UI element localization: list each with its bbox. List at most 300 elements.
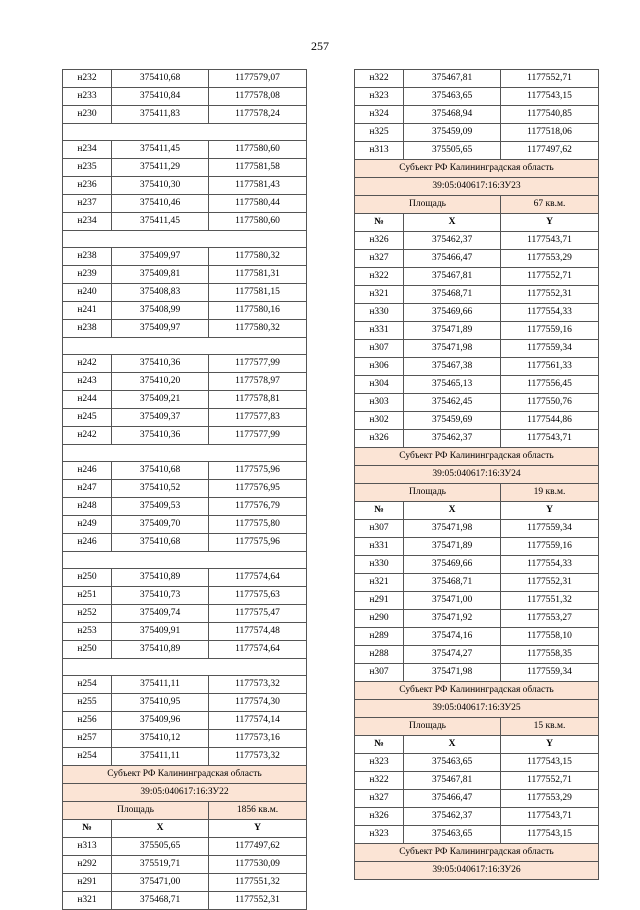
y-coordinate-cell: 1177553,29 <box>501 790 599 808</box>
point-id-cell: н323 <box>355 826 404 844</box>
table-row <box>355 250 599 268</box>
table-row <box>355 268 599 286</box>
table-row <box>355 232 599 250</box>
table-row <box>63 248 307 266</box>
point-id-cell: н313 <box>355 142 404 160</box>
y-coordinate-cell: 1177543,71 <box>501 808 599 826</box>
x-coordinate-cell: 375471,98 <box>404 520 501 538</box>
point-id-cell: н291 <box>63 874 112 892</box>
x-coordinate-cell: 375519,71 <box>112 856 209 874</box>
y-coordinate-cell: 1177554,33 <box>501 556 599 574</box>
x-coordinate-cell: 375465,13 <box>404 376 501 394</box>
spacer-cell <box>63 231 307 248</box>
spacer-row <box>63 124 307 141</box>
point-id-cell: н331 <box>355 538 404 556</box>
y-coordinate-cell: 1177581,15 <box>209 284 307 302</box>
y-coordinate-cell: 1177580,60 <box>209 213 307 231</box>
y-coordinate-cell: 1177543,15 <box>501 754 599 772</box>
spacer-cell <box>63 659 307 676</box>
point-id-cell: н288 <box>355 646 404 664</box>
table-row <box>63 641 307 659</box>
point-id-cell: н246 <box>63 462 112 480</box>
x-coordinate-cell: 375469,66 <box>404 556 501 574</box>
y-coordinate-cell: 1177530,09 <box>209 856 307 874</box>
x-coordinate-cell: 375410,12 <box>112 730 209 748</box>
point-id-cell: н330 <box>355 556 404 574</box>
y-coordinate-cell: 1177573,16 <box>209 730 307 748</box>
x-coordinate-cell: 375462,37 <box>404 232 501 250</box>
y-coordinate-cell: 1177552,71 <box>501 772 599 790</box>
x-coordinate-cell: 375411,83 <box>112 106 209 124</box>
point-id-cell: н292 <box>63 856 112 874</box>
table-row <box>63 874 307 892</box>
table-row <box>355 556 599 574</box>
point-id-cell: н234 <box>63 213 112 231</box>
table-row <box>355 124 599 142</box>
y-coordinate-cell: 1177559,34 <box>501 520 599 538</box>
table-row <box>63 569 307 587</box>
table-row <box>63 213 307 231</box>
y-header: Y <box>501 502 599 520</box>
spacer-row <box>63 338 307 355</box>
y-coordinate-cell: 1177578,97 <box>209 373 307 391</box>
area-label-cell: Площадь <box>355 718 501 736</box>
x-coordinate-cell: 375409,70 <box>112 516 209 534</box>
table-row <box>355 412 599 430</box>
point-id-cell: н321 <box>355 574 404 592</box>
subject-cell: Субъект РФ Калининградская область <box>355 160 599 178</box>
y-coordinate-cell: 1177497,62 <box>209 838 307 856</box>
x-coordinate-cell: 375467,81 <box>404 772 501 790</box>
x-coordinate-cell: 375409,37 <box>112 409 209 427</box>
x-coordinate-cell: 375471,00 <box>112 874 209 892</box>
point-id-cell: н302 <box>355 412 404 430</box>
y-coordinate-cell: 1177576,95 <box>209 480 307 498</box>
y-coordinate-cell: 1177553,29 <box>501 250 599 268</box>
y-coordinate-cell: 1177577,99 <box>209 427 307 445</box>
y-coordinate-cell: 1177552,71 <box>501 70 599 88</box>
point-id-cell: н324 <box>355 106 404 124</box>
spacer-cell <box>63 124 307 141</box>
y-coordinate-cell: 1177544,86 <box>501 412 599 430</box>
point-id-cell: н322 <box>355 70 404 88</box>
point-id-cell: н254 <box>63 748 112 766</box>
point-id-cell: н326 <box>355 430 404 448</box>
x-coordinate-cell: 375410,52 <box>112 480 209 498</box>
spacer-cell <box>63 552 307 569</box>
table-row <box>63 106 307 124</box>
y-coordinate-cell: 1177580,32 <box>209 320 307 338</box>
y-coordinate-cell: 1177552,31 <box>209 892 307 910</box>
x-coordinate-cell: 375505,65 <box>112 838 209 856</box>
spacer-row <box>63 552 307 569</box>
table-row <box>355 826 599 844</box>
x-coordinate-cell: 375410,20 <box>112 373 209 391</box>
point-id-cell: н313 <box>63 838 112 856</box>
table-row <box>63 892 307 910</box>
x-coordinate-cell: 375463,65 <box>404 88 501 106</box>
point-id-cell: н326 <box>355 232 404 250</box>
x-header: X <box>404 736 501 754</box>
table-row <box>355 106 599 124</box>
table-row <box>355 520 599 538</box>
point-id-cell: н237 <box>63 195 112 213</box>
cadastral-number-row <box>63 784 307 802</box>
y-coordinate-cell: 1177559,16 <box>501 538 599 556</box>
table-row <box>63 534 307 552</box>
point-id-cell: н242 <box>63 427 112 445</box>
spacer-cell <box>63 338 307 355</box>
x-coordinate-cell: 375459,09 <box>404 124 501 142</box>
subject-cell: Субъект РФ Калининградская область <box>63 766 307 784</box>
point-id-cell: н239 <box>63 266 112 284</box>
x-coordinate-cell: 375409,21 <box>112 391 209 409</box>
y-coordinate-cell: 1177575,96 <box>209 534 307 552</box>
point-id-cell: н246 <box>63 534 112 552</box>
point-id-cell: н323 <box>355 754 404 772</box>
point-id-cell: н331 <box>355 322 404 340</box>
point-id-cell: н307 <box>355 664 404 682</box>
table-row <box>355 394 599 412</box>
point-id-cell: н230 <box>63 106 112 124</box>
y-coordinate-cell: 1177556,45 <box>501 376 599 394</box>
y-coordinate-cell: 1177577,83 <box>209 409 307 427</box>
table-row <box>63 320 307 338</box>
y-coordinate-cell: 1177577,99 <box>209 355 307 373</box>
area-row <box>355 484 599 502</box>
y-coordinate-cell: 1177574,64 <box>209 641 307 659</box>
cadastral-number-row <box>355 178 599 196</box>
point-id-cell: н245 <box>63 409 112 427</box>
table-row <box>63 427 307 445</box>
y-coordinate-cell: 1177579,07 <box>209 70 307 88</box>
point-id-cell: н322 <box>355 772 404 790</box>
point-id-cell: н306 <box>355 358 404 376</box>
table-row <box>355 628 599 646</box>
table-row <box>355 70 599 88</box>
table-row <box>355 322 599 340</box>
area-row <box>63 802 307 820</box>
y-coordinate-cell: 1177580,32 <box>209 248 307 266</box>
y-coordinate-cell: 1177559,34 <box>501 664 599 682</box>
subject-cell: Субъект РФ Калининградская область <box>355 448 599 466</box>
table-row <box>63 88 307 106</box>
x-header: X <box>404 502 501 520</box>
table-row <box>63 712 307 730</box>
x-coordinate-cell: 375408,83 <box>112 284 209 302</box>
point-id-cell: н252 <box>63 605 112 623</box>
table-row <box>63 748 307 766</box>
table-row <box>355 340 599 358</box>
table-row <box>63 70 307 88</box>
table-row <box>63 266 307 284</box>
x-coordinate-cell: 375505,65 <box>404 142 501 160</box>
point-id-cell: н238 <box>63 248 112 266</box>
x-coordinate-cell: 375409,53 <box>112 498 209 516</box>
y-coordinate-cell: 1177578,24 <box>209 106 307 124</box>
point-id-cell: н253 <box>63 623 112 641</box>
table-row <box>355 304 599 322</box>
x-coordinate-cell: 375410,30 <box>112 177 209 195</box>
point-id-cell: н250 <box>63 569 112 587</box>
x-coordinate-cell: 375463,65 <box>404 826 501 844</box>
x-coordinate-cell: 375462,45 <box>404 394 501 412</box>
x-coordinate-cell: 375469,66 <box>404 304 501 322</box>
x-coordinate-cell: 375411,11 <box>112 676 209 694</box>
cadastral-number-row <box>355 700 599 718</box>
y-coordinate-cell: 1177497,62 <box>501 142 599 160</box>
x-coordinate-cell: 375462,37 <box>404 808 501 826</box>
x-coordinate-cell: 375471,89 <box>404 322 501 340</box>
subject-row <box>355 682 599 700</box>
x-header: X <box>112 820 209 838</box>
x-coordinate-cell: 375409,96 <box>112 712 209 730</box>
point-id-cell: н307 <box>355 520 404 538</box>
x-coordinate-cell: 375471,98 <box>404 664 501 682</box>
x-coordinate-cell: 375409,97 <box>112 320 209 338</box>
x-coordinate-cell: 375408,99 <box>112 302 209 320</box>
table-row <box>355 592 599 610</box>
x-coordinate-cell: 375410,84 <box>112 88 209 106</box>
y-coordinate-cell: 1177581,43 <box>209 177 307 195</box>
number-header: № <box>63 820 112 838</box>
x-coordinate-cell: 375411,11 <box>112 748 209 766</box>
point-id-cell: н289 <box>355 628 404 646</box>
x-coordinate-cell: 375463,65 <box>404 754 501 772</box>
point-id-cell: н321 <box>63 892 112 910</box>
table-row <box>63 373 307 391</box>
table-row <box>63 159 307 177</box>
column-header-row <box>355 736 599 754</box>
table-row <box>63 409 307 427</box>
x-coordinate-cell: 375467,81 <box>404 70 501 88</box>
y-coordinate-cell: 1177574,14 <box>209 712 307 730</box>
y-coordinate-cell: 1177552,71 <box>501 268 599 286</box>
y-coordinate-cell: 1177552,31 <box>501 574 599 592</box>
x-coordinate-cell: 375410,89 <box>112 641 209 659</box>
point-id-cell: н244 <box>63 391 112 409</box>
x-coordinate-cell: 375471,92 <box>404 610 501 628</box>
point-id-cell: н235 <box>63 159 112 177</box>
y-coordinate-cell: 1177574,30 <box>209 694 307 712</box>
area-value-cell: 1856 кв.м. <box>209 802 307 820</box>
page-number: 257 <box>311 39 329 53</box>
x-coordinate-cell: 375459,69 <box>404 412 501 430</box>
x-coordinate-cell: 375409,74 <box>112 605 209 623</box>
table-row <box>355 574 599 592</box>
area-row <box>355 196 599 214</box>
point-id-cell: н322 <box>355 268 404 286</box>
y-coordinate-cell: 1177576,79 <box>209 498 307 516</box>
point-id-cell: н321 <box>355 286 404 304</box>
point-id-cell: н250 <box>63 641 112 659</box>
y-coordinate-cell: 1177578,08 <box>209 88 307 106</box>
y-coordinate-cell: 1177561,33 <box>501 358 599 376</box>
table-row <box>355 772 599 790</box>
subject-row <box>63 766 307 784</box>
point-id-cell: н256 <box>63 712 112 730</box>
table-row <box>355 790 599 808</box>
table-row <box>355 610 599 628</box>
spacer-row <box>63 231 307 248</box>
cadastral-number-cell: 39:05:040617:16:ЗУ26 <box>355 862 599 880</box>
spacer-cell <box>63 445 307 462</box>
x-coordinate-cell: 375468,71 <box>404 286 501 304</box>
table-row <box>355 88 599 106</box>
x-coordinate-cell: 375410,89 <box>112 569 209 587</box>
table-row <box>355 664 599 682</box>
table-row <box>355 286 599 304</box>
y-coordinate-cell: 1177543,15 <box>501 826 599 844</box>
point-id-cell: н242 <box>63 355 112 373</box>
table-row <box>355 358 599 376</box>
table-row <box>63 462 307 480</box>
x-coordinate-cell: 375409,91 <box>112 623 209 641</box>
x-coordinate-cell: 375474,27 <box>404 646 501 664</box>
area-label-cell: Площадь <box>355 196 501 214</box>
x-coordinate-cell: 375411,45 <box>112 213 209 231</box>
subject-cell: Субъект РФ Калининградская область <box>355 844 599 862</box>
cadastral-number-cell: 39:05:040617:16:ЗУ23 <box>355 178 599 196</box>
table-row <box>63 516 307 534</box>
point-id-cell: н243 <box>63 373 112 391</box>
point-id-cell: н327 <box>355 790 404 808</box>
table-row <box>355 646 599 664</box>
y-coordinate-cell: 1177543,71 <box>501 430 599 448</box>
column-header-row <box>355 502 599 520</box>
x-coordinate-cell: 375410,36 <box>112 427 209 445</box>
area-label-cell: Площадь <box>355 484 501 502</box>
table-row <box>355 538 599 556</box>
table-row <box>63 355 307 373</box>
y-coordinate-cell: 1177553,27 <box>501 610 599 628</box>
point-id-cell: н251 <box>63 587 112 605</box>
table-row <box>63 623 307 641</box>
right-coordinates-table <box>354 69 599 880</box>
y-coordinate-cell: 1177558,10 <box>501 628 599 646</box>
point-id-cell: н241 <box>63 302 112 320</box>
y-coordinate-cell: 1177580,44 <box>209 195 307 213</box>
right-table-body <box>355 70 599 880</box>
table-row <box>63 391 307 409</box>
y-coordinate-cell: 1177581,58 <box>209 159 307 177</box>
y-coordinate-cell: 1177552,31 <box>501 286 599 304</box>
point-id-cell: н234 <box>63 141 112 159</box>
y-coordinate-cell: 1177573,32 <box>209 676 307 694</box>
y-coordinate-cell: 1177543,15 <box>501 88 599 106</box>
y-header: Y <box>209 820 307 838</box>
x-header: X <box>404 214 501 232</box>
x-coordinate-cell: 375410,68 <box>112 534 209 552</box>
x-coordinate-cell: 375409,97 <box>112 248 209 266</box>
point-id-cell: н291 <box>355 592 404 610</box>
point-id-cell: н323 <box>355 88 404 106</box>
x-coordinate-cell: 375467,81 <box>404 268 501 286</box>
point-id-cell: н236 <box>63 177 112 195</box>
y-coordinate-cell: 1177559,16 <box>501 322 599 340</box>
cadastral-number-row <box>355 466 599 484</box>
table-row <box>63 587 307 605</box>
y-coordinate-cell: 1177559,34 <box>501 340 599 358</box>
table-row <box>63 838 307 856</box>
x-coordinate-cell: 375462,37 <box>404 430 501 448</box>
table-row <box>63 141 307 159</box>
y-coordinate-cell: 1177543,71 <box>501 232 599 250</box>
point-id-cell: н232 <box>63 70 112 88</box>
point-id-cell: н249 <box>63 516 112 534</box>
table-row <box>63 195 307 213</box>
number-header: № <box>355 502 404 520</box>
table-row <box>63 480 307 498</box>
y-header: Y <box>501 214 599 232</box>
y-coordinate-cell: 1177574,48 <box>209 623 307 641</box>
y-coordinate-cell: 1177575,96 <box>209 462 307 480</box>
x-coordinate-cell: 375411,29 <box>112 159 209 177</box>
point-id-cell: н247 <box>63 480 112 498</box>
point-id-cell: н326 <box>355 808 404 826</box>
x-coordinate-cell: 375466,47 <box>404 790 501 808</box>
point-id-cell: н255 <box>63 694 112 712</box>
x-coordinate-cell: 375410,95 <box>112 694 209 712</box>
y-coordinate-cell: 1177574,64 <box>209 569 307 587</box>
subject-row <box>355 160 599 178</box>
point-id-cell: н304 <box>355 376 404 394</box>
y-coordinate-cell: 1177540,85 <box>501 106 599 124</box>
cadastral-number-cell: 39:05:040617:16:ЗУ24 <box>355 466 599 484</box>
point-id-cell: н248 <box>63 498 112 516</box>
x-coordinate-cell: 375471,89 <box>404 538 501 556</box>
x-coordinate-cell: 375410,68 <box>112 462 209 480</box>
table-row <box>355 376 599 394</box>
x-coordinate-cell: 375468,94 <box>404 106 501 124</box>
x-coordinate-cell: 375474,16 <box>404 628 501 646</box>
point-id-cell: н325 <box>355 124 404 142</box>
y-coordinate-cell: 1177575,63 <box>209 587 307 605</box>
x-coordinate-cell: 375471,98 <box>404 340 501 358</box>
point-id-cell: н238 <box>63 320 112 338</box>
point-id-cell: н307 <box>355 340 404 358</box>
table-row <box>355 808 599 826</box>
subject-row <box>355 448 599 466</box>
x-coordinate-cell: 375410,68 <box>112 70 209 88</box>
area-value-cell: 67 кв.м. <box>501 196 599 214</box>
cadastral-number-cell: 39:05:040617:16:ЗУ22 <box>63 784 307 802</box>
y-coordinate-cell: 1177554,33 <box>501 304 599 322</box>
table-row <box>63 694 307 712</box>
subject-cell: Субъект РФ Калининградская область <box>355 682 599 700</box>
y-coordinate-cell: 1177550,76 <box>501 394 599 412</box>
point-id-cell: н233 <box>63 88 112 106</box>
y-coordinate-cell: 1177558,35 <box>501 646 599 664</box>
area-value-cell: 19 кв.м. <box>501 484 599 502</box>
table-row <box>63 605 307 623</box>
table-row <box>63 302 307 320</box>
x-coordinate-cell: 375466,47 <box>404 250 501 268</box>
table-row <box>63 284 307 302</box>
area-value-cell: 15 кв.м. <box>501 718 599 736</box>
y-coordinate-cell: 1177551,32 <box>209 874 307 892</box>
table-row <box>63 177 307 195</box>
table-row <box>355 754 599 772</box>
point-id-cell: н257 <box>63 730 112 748</box>
table-row <box>63 856 307 874</box>
table-row <box>355 142 599 160</box>
x-coordinate-cell: 375410,46 <box>112 195 209 213</box>
y-coordinate-cell: 1177573,32 <box>209 748 307 766</box>
y-coordinate-cell: 1177518,06 <box>501 124 599 142</box>
column-header-row <box>355 214 599 232</box>
column-header-row <box>63 820 307 838</box>
